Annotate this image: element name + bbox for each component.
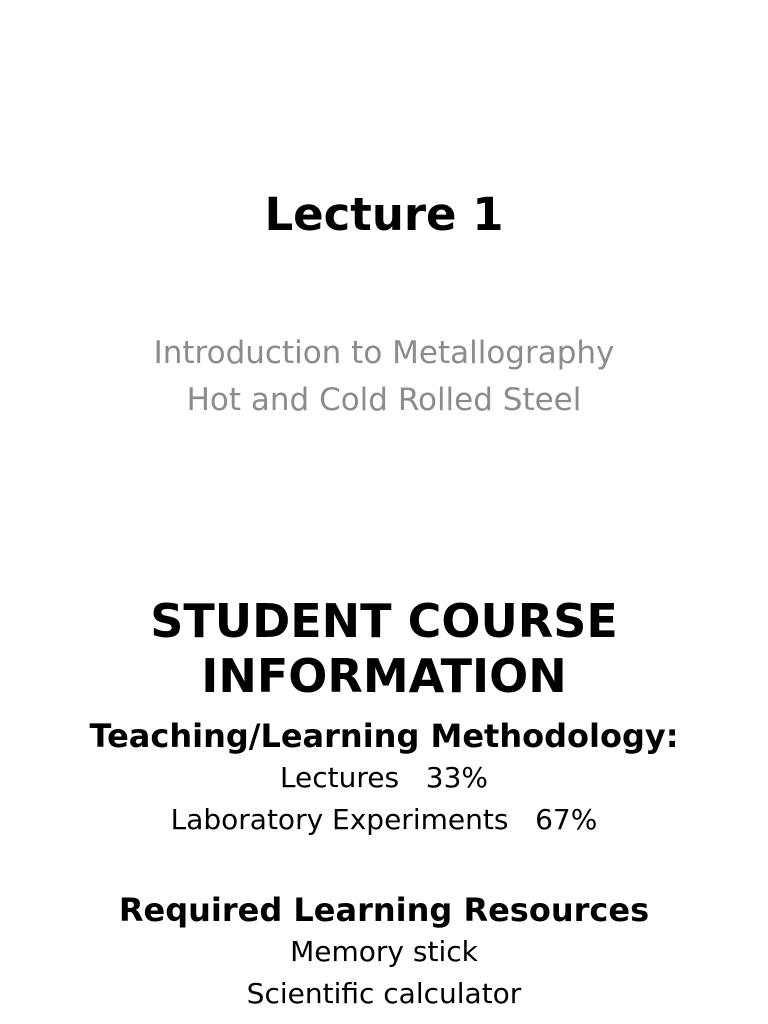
methodology-item: Laboratory Experiments 67%: [170, 803, 598, 836]
subtitle-line: Hot and Cold Rolled Steel: [186, 382, 582, 418]
methodology-section: [0, 715, 768, 841]
heading-line: STUDENT COURSE: [150, 594, 618, 648]
heading-line: INFORMATION: [201, 649, 567, 703]
subtitle-line: Introduction to Metallography: [153, 335, 615, 371]
resource-item: Memory stick: [290, 935, 478, 968]
course-info-heading: [0, 594, 768, 704]
lecture-subtitle: [0, 330, 768, 424]
resource-item: Scientific calculator: [246, 977, 522, 1010]
methodology-item: Lectures 33%: [279, 761, 489, 794]
methodology-heading: Teaching/Learning Methodology:: [89, 717, 679, 755]
resources-heading: Required Learning Resources: [118, 891, 650, 929]
lecture-title: Lecture 1: [264, 188, 504, 241]
resources-section: [0, 889, 768, 1015]
course-info-slide: [0, 560, 768, 1024]
